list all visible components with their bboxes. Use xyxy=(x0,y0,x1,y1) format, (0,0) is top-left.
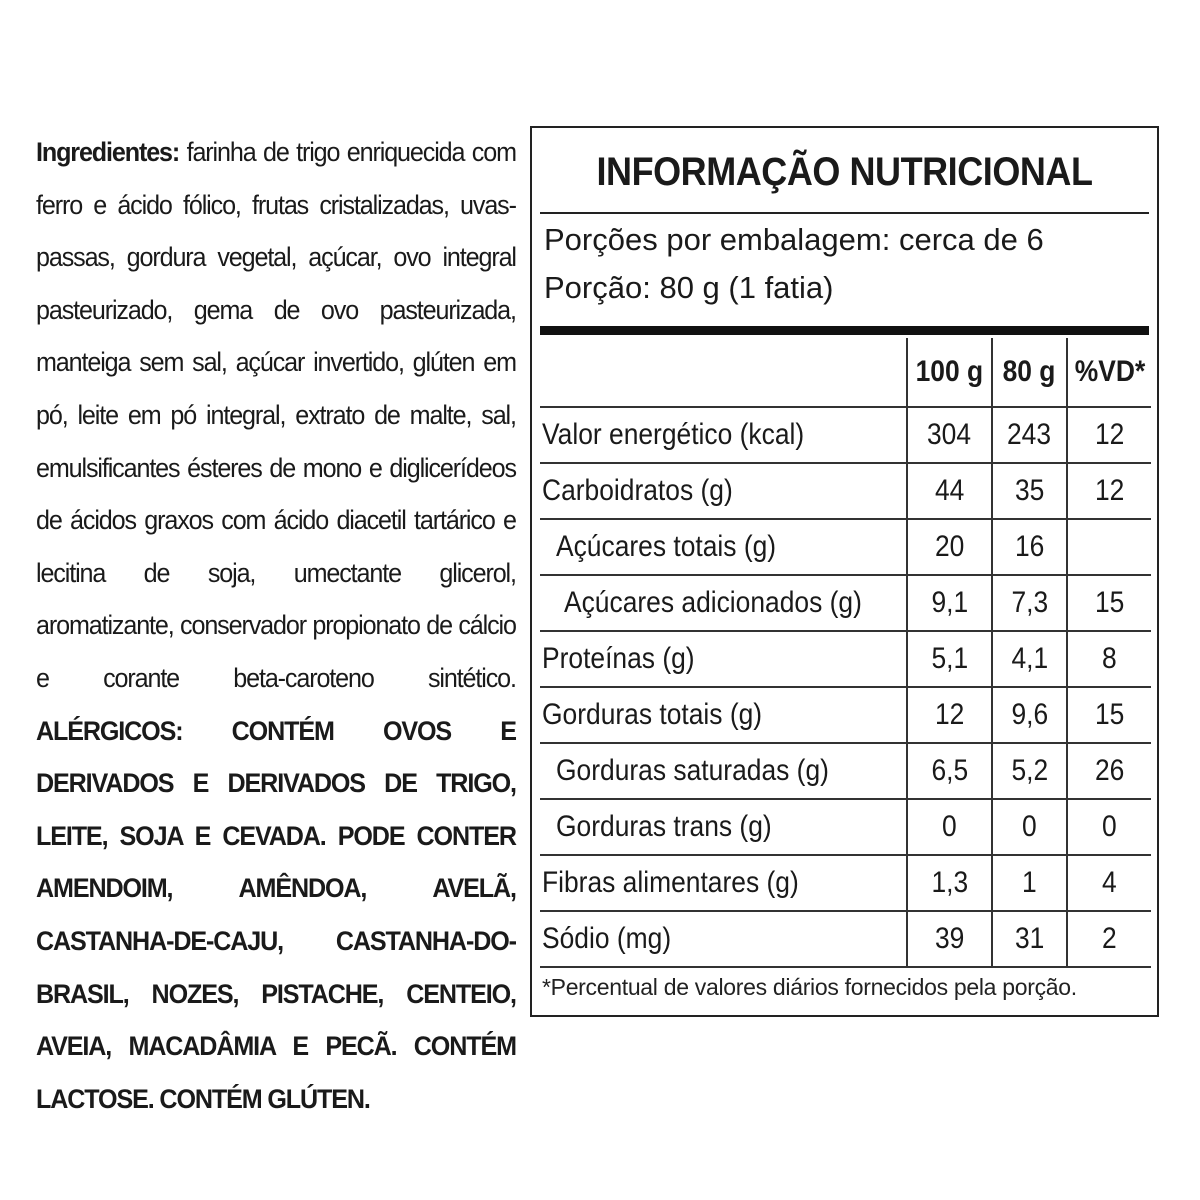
allergens-text: ALÉRGICOS: CONTÉM OVOS E DERIVADOS E DERIVADOS DE TRIGO, LEITE, SOJA E CEVADA. PODE CONTER AMENDOIM, AMÊNDOA, AVELÃ, CASTANHA-DE-CAJU, CASTANHA-DO-BRASIL, NOZES, PISTACHE, CENTEIO, AVEIA, MACADÂMIA E PECÃ. CONTÉM LACTOSE. CONTÉM GLÚTEN. xyxy=(36,715,516,1114)
value-per-100g: 5,1 xyxy=(907,631,991,687)
nutrient-name: Açúcares totais (g) xyxy=(540,519,907,575)
value-per-80g: 9,6 xyxy=(992,687,1068,743)
nutrition-row xyxy=(540,519,1151,575)
value-per-100g: 9,1 xyxy=(907,575,991,631)
value-daily-percent: 26 xyxy=(1067,743,1151,799)
value-daily-percent: 0 xyxy=(1067,799,1151,855)
value-per-80g: 243 xyxy=(992,407,1068,463)
value-per-80g: 0 xyxy=(992,799,1068,855)
value-per-100g: 304 xyxy=(907,407,991,463)
header-daily-value: %VD* xyxy=(1067,338,1151,407)
value-daily-percent: 2 xyxy=(1067,911,1151,967)
value-per-80g: 1 xyxy=(992,855,1068,911)
nutrition-row xyxy=(540,463,1151,519)
nutrient-name: Proteínas (g) xyxy=(540,631,907,687)
nutrition-title: INFORMAÇÃO NUTRICIONAL xyxy=(596,150,1093,194)
serving-size: Porção: 80 g (1 fatia) xyxy=(544,270,834,305)
nutrition-facts-panel xyxy=(530,126,1159,1017)
value-daily-percent: 8 xyxy=(1067,631,1151,687)
nutrient-name: Gorduras totais (g) xyxy=(540,687,907,743)
value-per-100g: 12 xyxy=(907,687,991,743)
header-per-80g: 80 g xyxy=(992,338,1068,407)
value-daily-percent: 4 xyxy=(1067,855,1151,911)
value-per-100g: 0 xyxy=(907,799,991,855)
footnote: *Percentual de valores diários fornecidos pela porção. xyxy=(542,974,1077,1000)
nutrient-name: Sódio (mg) xyxy=(540,911,907,967)
nutrition-row xyxy=(540,407,1151,463)
value-per-100g: 1,3 xyxy=(907,855,991,911)
value-per-100g: 44 xyxy=(907,463,991,519)
ingredients-paragraph xyxy=(36,126,516,1125)
value-per-100g: 20 xyxy=(907,519,991,575)
nutrient-name: Fibras alimentares (g) xyxy=(540,855,907,911)
value-daily-percent: 12 xyxy=(1067,407,1151,463)
nutrition-row xyxy=(540,687,1151,743)
value-per-80g: 16 xyxy=(992,519,1068,575)
nutrition-row xyxy=(540,743,1151,799)
servings-per-package: Porções por embalagem: cerca de 6 xyxy=(544,222,1044,257)
ingredients-label: Ingredientes: xyxy=(36,137,180,167)
nutrient-name: Carboidratos (g) xyxy=(540,463,907,519)
nutrient-name: Açúcares adicionados (g) xyxy=(540,575,907,631)
header-nutrient xyxy=(540,338,907,407)
nutrition-row xyxy=(540,799,1151,855)
value-per-100g: 6,5 xyxy=(907,743,991,799)
value-per-100g: 39 xyxy=(907,911,991,967)
value-per-80g: 4,1 xyxy=(992,631,1068,687)
value-daily-percent: 15 xyxy=(1067,687,1151,743)
value-per-80g: 35 xyxy=(992,463,1068,519)
nutrition-header-row xyxy=(540,338,1151,407)
nutrient-name: Gorduras saturadas (g) xyxy=(540,743,907,799)
value-daily-percent: 12 xyxy=(1067,463,1151,519)
nutrition-table xyxy=(540,338,1151,968)
value-daily-percent xyxy=(1067,519,1151,575)
nutrition-row xyxy=(540,631,1151,687)
nutrition-row xyxy=(540,911,1151,967)
header-per-100g: 100 g xyxy=(907,338,991,407)
value-per-80g: 7,3 xyxy=(992,575,1068,631)
nutrition-row xyxy=(540,855,1151,911)
value-daily-percent: 15 xyxy=(1067,575,1151,631)
nutrient-name: Gorduras trans (g) xyxy=(540,799,907,855)
thick-divider xyxy=(540,326,1149,335)
nutrition-row xyxy=(540,575,1151,631)
nutrient-name: Valor energético (kcal) xyxy=(540,407,907,463)
title-divider xyxy=(540,212,1149,214)
value-per-80g: 5,2 xyxy=(992,743,1068,799)
ingredients-text: farinha de trigo enriquecida com ferro e ácido fólico, frutas cristalizadas, uvas-passas, gordura vegetal, açúcar, ovo integral pasteurizado, gema de ovo pasteurizada, manteiga sem sal, açúcar invertido, glúten em pó, leite em pó integral, extrato de malte, sal, emulsificantes ésteres de mono e diglicerídeos de ácidos graxos com ácido diacetil tartárico e lecitina de soja, umectante glicerol, aromatizante, conservador propionato de cálcio e corante beta-caroteno sintético. xyxy=(36,137,516,693)
value-per-80g: 31 xyxy=(992,911,1068,967)
